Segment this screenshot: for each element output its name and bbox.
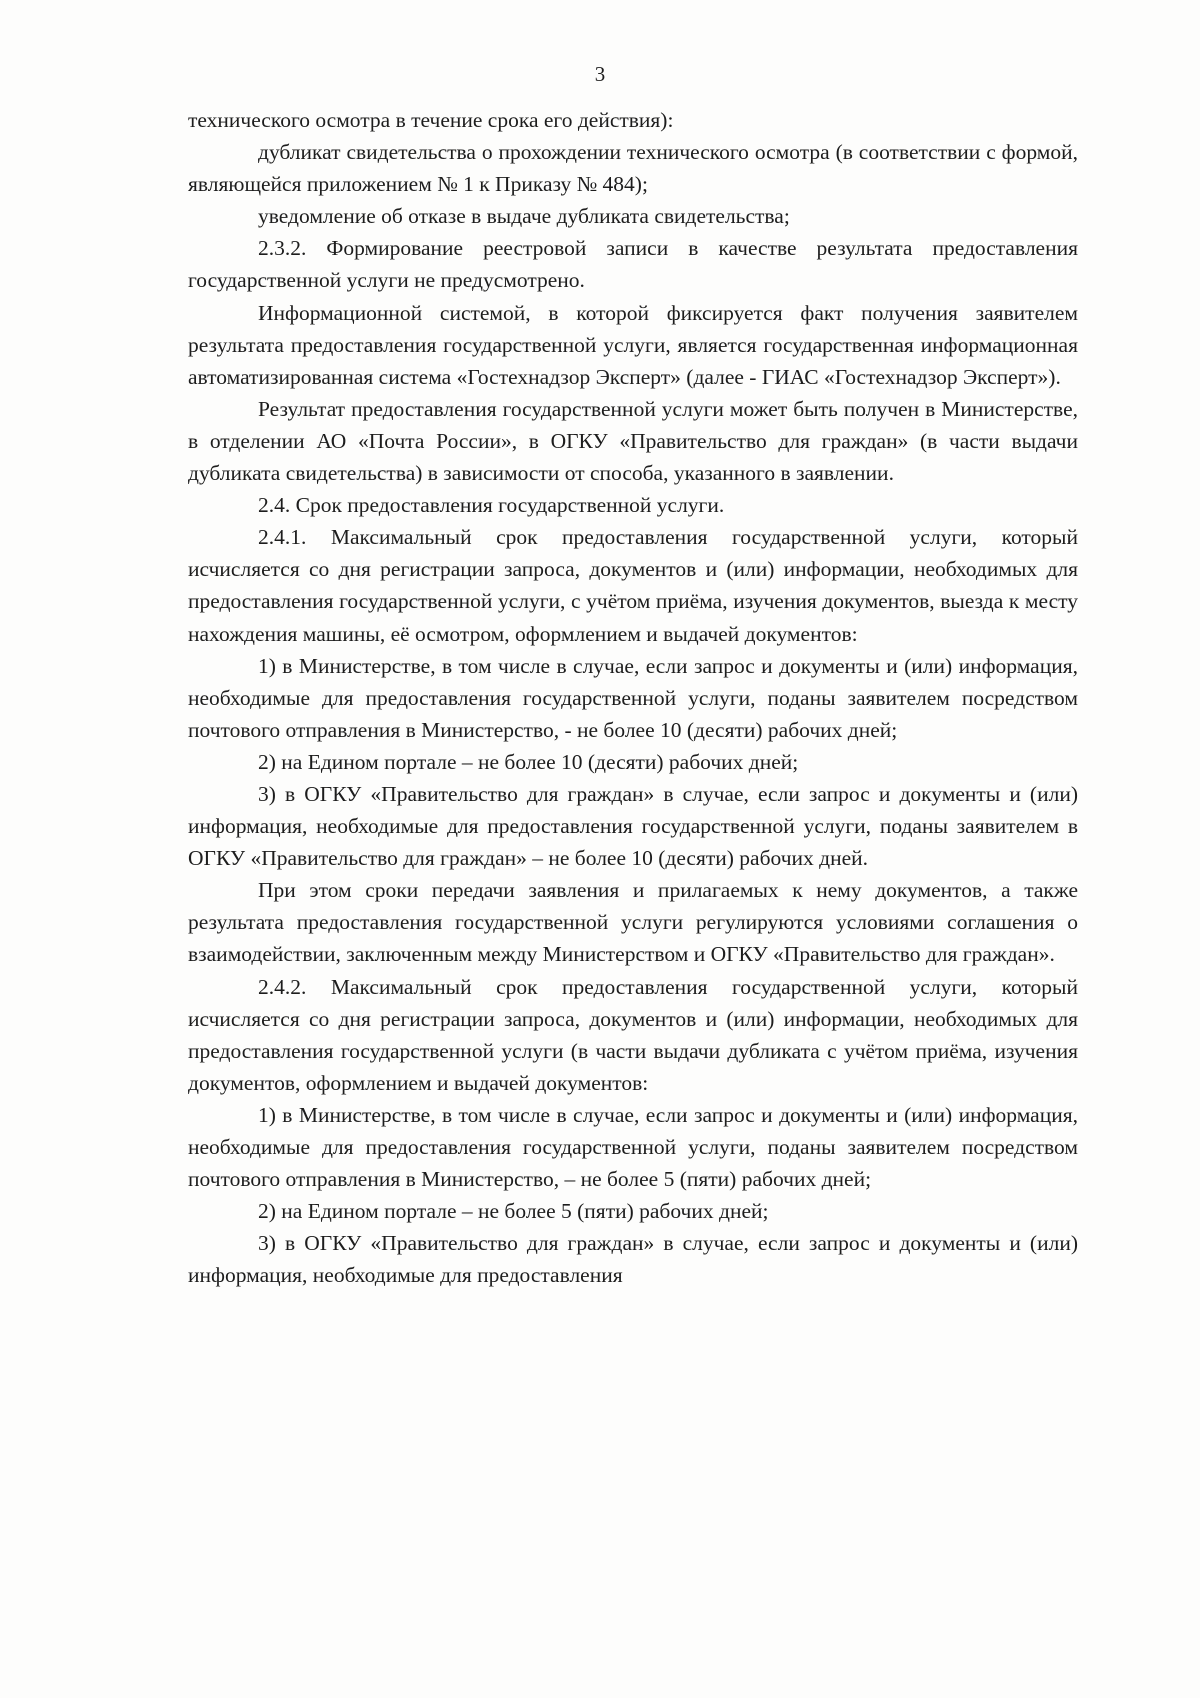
paragraph: 1) в Министерстве, в том числе в случае, если запрос и документы и (или) информация, необходимые для предоставления государственной услуги, поданы заявителем посредством почтового отправления в Министерство, - не более 10 (десяти) рабочих дней;	[188, 653, 1078, 742]
paragraph: 2.3.2. Формирование реестровой записи в качестве результата предоставления государственной услуги не предусмотрено.	[188, 236, 1078, 293]
paragraph: технического осмотра в течение срока его действия):	[188, 108, 674, 132]
paragraph: Результат предоставления государственной услуги может быть получен в Министерстве, в отделении АО «Почта России», в ОГКУ «Правительство для граждан» (в части выдачи дубликата свидетельства) в зависимости от способа, указанного в заявлении.	[188, 396, 1078, 486]
paragraph: 2.4. Срок предоставления государственной услуги.	[258, 493, 725, 518]
paragraph: уведомление об отказе в выдаче дубликата свидетельства;	[258, 204, 790, 229]
paragraph: 2.4.2. Максимальный срок предоставления государственной услуги, который исчисляется со дня регистрации запроса, документов и (или) информации, необходимых для предоставления государственной услуги (в части выдачи дубликата с учётом приёма, изучения документов, оформлением и выдачей документов:	[188, 974, 1078, 1095]
paragraph: При этом сроки передачи заявления и прилагаемых к нему документов, а также результата предоставления государственной услуги регулируются условиями соглашения о взаимодействии, заключенным между Министерством и ОГКУ «Правительство для граждан».	[188, 878, 1078, 967]
page-number: 3	[594, 62, 606, 86]
paragraph: 2) на Едином портале – не более 5 (пяти) рабочих дней;	[258, 1199, 769, 1224]
paragraph: Информационной системой, в которой фиксируется факт получения заявителем результата предоставления государственной услуги, является государственная информационная автоматизированная система «Гостехнадзор Эксперт» (далее - ГИАС «Гостехнадзор Эксперт»).	[188, 300, 1078, 389]
document-body	[188, 104, 1078, 1291]
paragraph: 3) в ОГКУ «Правительство для граждан» в случае, если запрос и документы и (или) информация, необходимые для предоставления	[188, 1231, 1078, 1288]
paragraph: 2.4.1. Максимальный срок предоставления государственной услуги, который исчисляется со дня регистрации запроса, документов и (или) информации, необходимых для предоставления государственной услуги, с учётом приёма, изучения документов, выезда к месту нахождения машины, её осмотром, оформлением и выдачей документов:	[188, 525, 1078, 646]
paragraph: 2) на Едином портале – не более 10 (десяти) рабочих дней;	[258, 749, 799, 774]
paragraph: 1) в Министерстве, в том числе в случае, если запрос и документы и (или) информация, необходимые для предоставления государственной услуги, поданы заявителем посредством почтового отправления в Министерство, – не более 5 (пяти) рабочих дней;	[188, 1102, 1078, 1192]
paragraph: дубликат свидетельства о прохождении технического осмотра (в соответствии с формой, являющейся приложением № 1 к Приказу № 484);	[188, 140, 1078, 197]
paragraph: 3) в ОГКУ «Правительство для граждан» в случае, если запрос и документы и (или) информация, необходимые для предоставления государственной услуги, поданы заявителем в ОГКУ «Правительство для граждан» – не более 10 (десяти) рабочих дней.	[188, 781, 1078, 871]
